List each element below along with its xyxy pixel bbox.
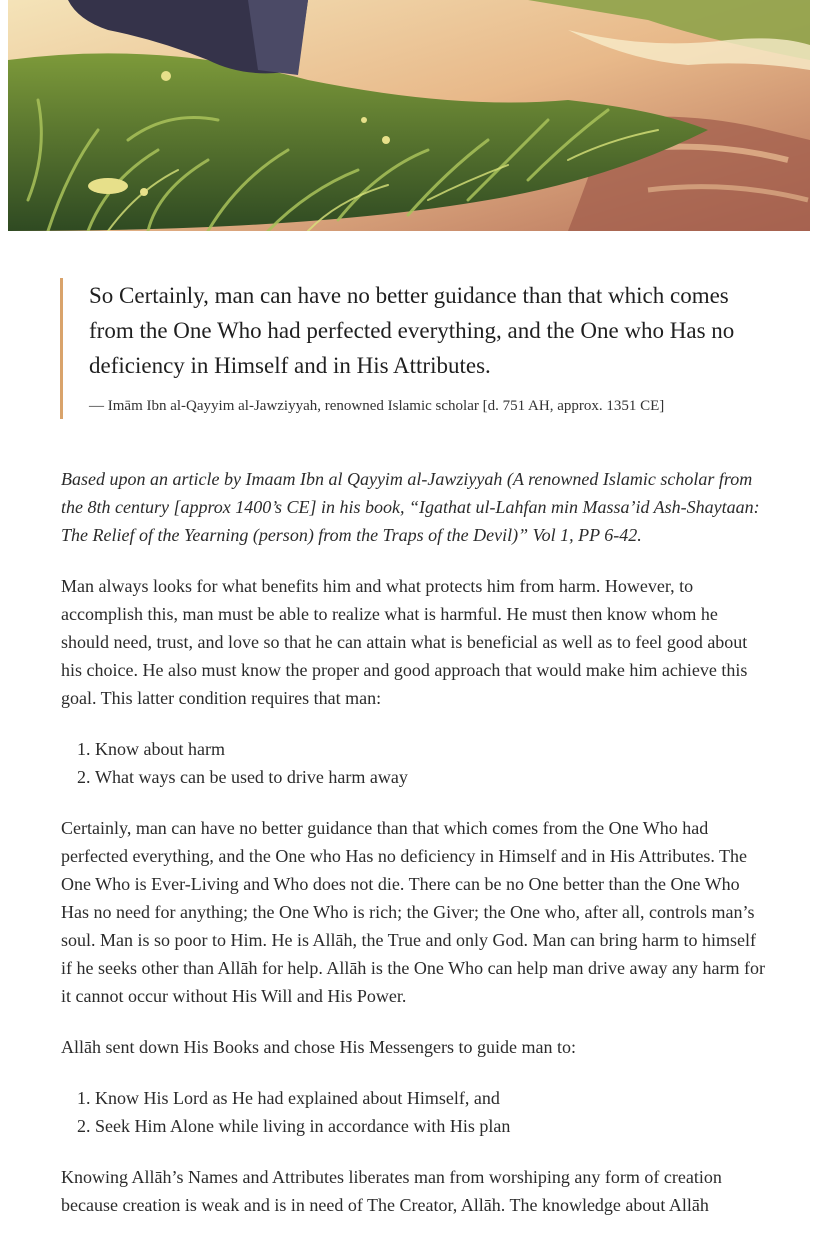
harm-list [61,735,766,791]
article-body [61,465,766,1242]
hero-image [8,0,810,231]
pull-quote [60,278,760,419]
paragraph-4: Knowing Allāh’s Names and Attributes liberates man from worshiping any form of creation because creation is weak and is in need of The Creator, Allāh. The knowledge about Allāh [61,1167,722,1215]
paragraph-2: Certainly, man can have no better guidance than that which comes from the One Who had perfected everything, and the One who Has no deficiency in Himself and in His Attributes. The One Who is Ever-Living and Who does not die. There can be no One better than the One Who Has no need for anything; the One Who is rich; the Giver; the One who, after all, controls man’s soul. Man is so poor to Him. He is Allāh, the True and only God. Man can bring harm to himself if he seeks other than Allāh for help. Allāh is the One Who can help man drive away any harm for it cannot occur without His Will and His Power. [61,818,765,1006]
quote-text: So Certainly, man can have no better guidance than that which comes from the One Who had perfected everything, and the One who Has no deficiency in Himself and in His Attributes. [89,283,735,378]
paragraph-1: Man always looks for what benefits him and what protects him from harm. However, to accomplish this, man must be able to realize what is harmful. He must then know whom he should need, trust, and love so that he can attain what is beneficial as well as to feel good about his choice. He also must know the proper and good approach that would make him achieve this goal. This latter condition requires that man: [61,576,748,708]
list-item: 2. Seek Him Alone while living in accordance with His plan [95,1112,766,1140]
grass-path-illustration [8,0,810,231]
list-item: 1. Know His Lord as He had explained about Himself, and [95,1084,766,1112]
intro-paragraph: Based upon an article by Imaam Ibn al Qayyim al-Jawziyyah (A renowned Islamic scholar from the 8th century [approx 1400’s CE] in his book, “Igathat ul-Lahfan min Massa’id Ash-Shaytaan: The Relief of the Yearning (person) from the Traps of the Devil)” Vol 1, PP 6-42. [61,469,760,545]
quote-citation: — Imām Ibn al-Qayyim al-Jawziyyah, renowned Islamic scholar [d. 751 AH, approx. 1351 CE] [89,398,665,414]
list-item: 1. Know about harm [95,735,766,763]
guidance-list [61,1084,766,1140]
list-item: 2. What ways can be used to drive harm away [95,763,766,791]
paragraph-3: Allāh sent down His Books and chose His Messengers to guide man to: [61,1037,576,1057]
